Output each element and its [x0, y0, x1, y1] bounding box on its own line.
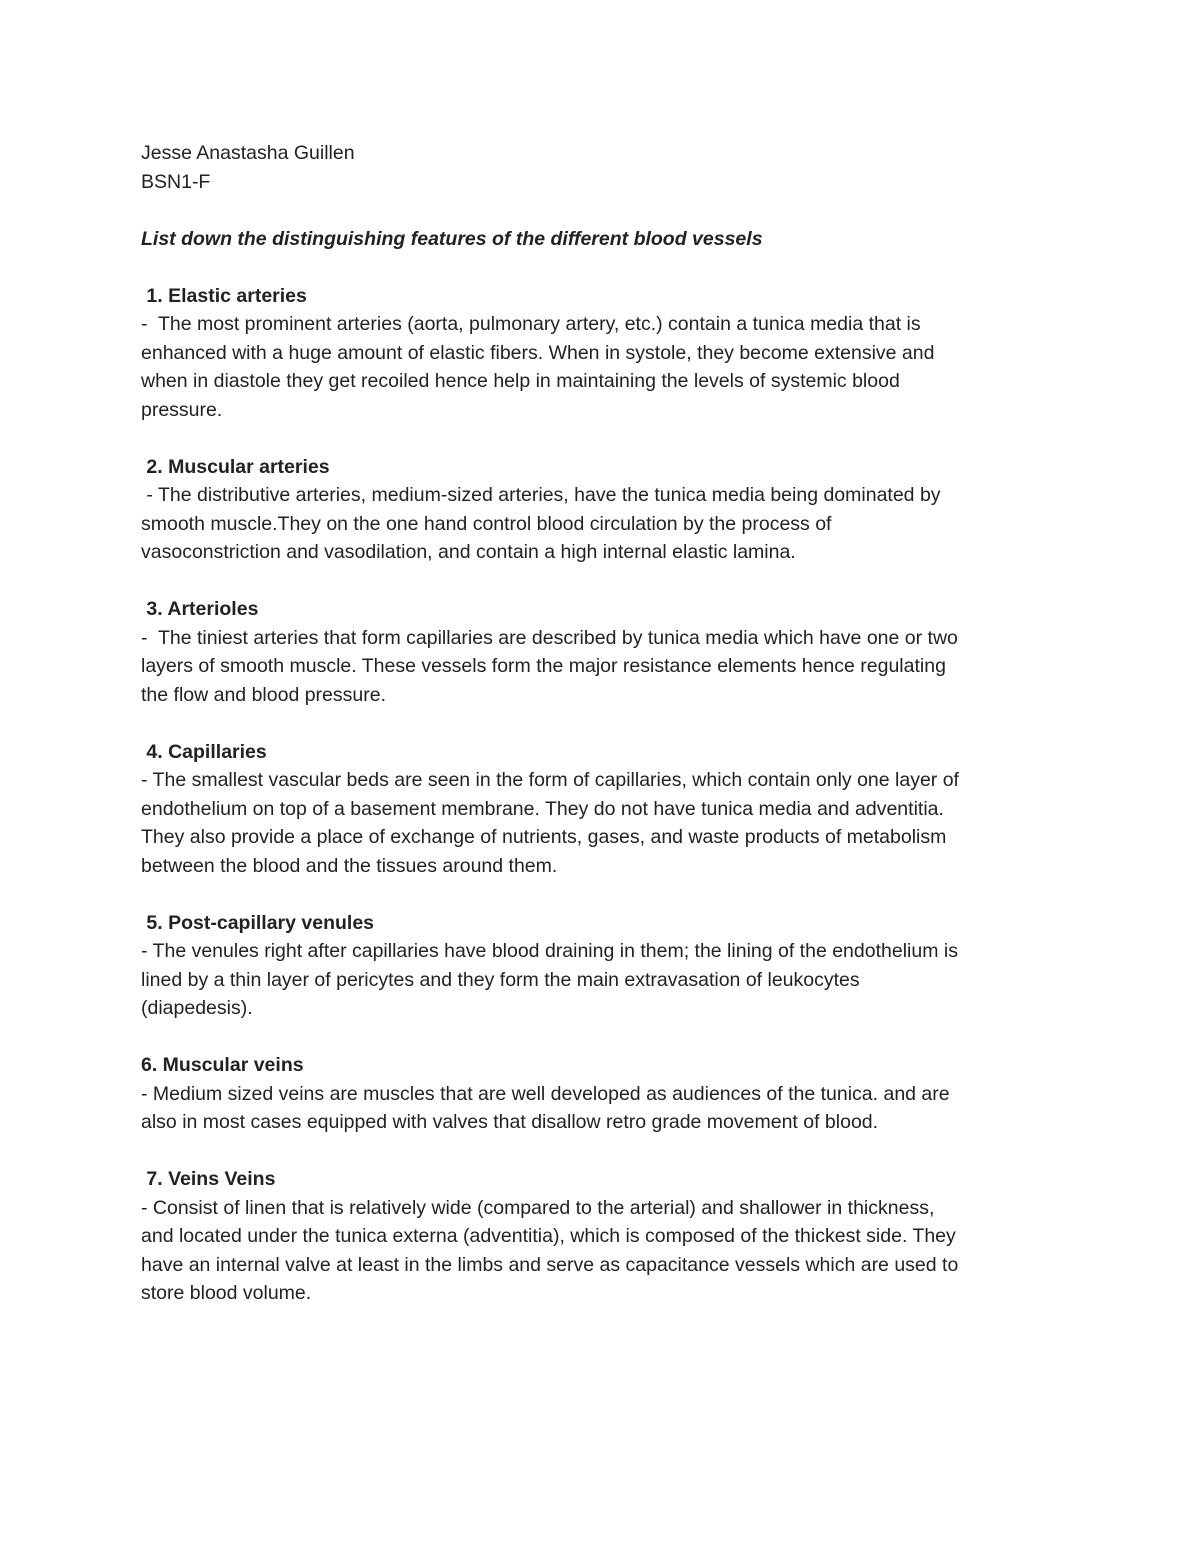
vessel-heading: 7. Veins Veins — [141, 1168, 276, 1190]
spacer — [141, 253, 1061, 282]
vessel-description-line: and located under the tunica externa (adventitia), which is composed of the thickest side. They — [141, 1225, 956, 1247]
vessel-description-line: endothelium on top of a basement membrane. They do not have tunica media and adventitia. — [141, 797, 944, 820]
spacer — [141, 424, 1061, 453]
vessel-description-line: - The most prominent arteries (aorta, pulmonary artery, etc.) contain a tunica media that is — [141, 313, 921, 335]
vessel-description-line: lined by a thin layer of pericytes and they form the main extravasation of leukocytes — [141, 968, 860, 991]
vessel-section — [141, 738, 1061, 909]
vessel-section — [141, 595, 1061, 738]
spacer — [141, 567, 1061, 596]
vessel-description-line: - The smallest vascular beds are seen in the form of capillaries, which contain only one layer of — [141, 769, 959, 791]
vessel-description-line: pressure. — [141, 398, 223, 421]
vessel-section — [141, 453, 1061, 596]
author-name: Jesse Anastasha Guillen — [141, 142, 355, 164]
vessel-section — [141, 909, 1061, 1052]
vessel-description-line: when in diastole they get recoiled hence help in maintaining the levels of systemic blood — [141, 370, 900, 392]
class-section: BSN1-F — [141, 170, 211, 193]
vessel-description-line: have an internal valve at least in the limbs and serve as capacitance vessels which are used to — [141, 1253, 959, 1276]
assignment-title: List down the distinguishing features of the different blood vessels — [141, 227, 763, 250]
vessel-section — [141, 1051, 1061, 1165]
vessel-description-line: (diapedesis). — [141, 997, 253, 1019]
vessel-description-line: between the blood and the tissues around them. — [141, 854, 558, 877]
vessel-description-line: smooth muscle.They on the one hand control blood circulation by the process of — [141, 512, 832, 535]
vessel-heading: 3. Arterioles — [141, 598, 259, 620]
vessel-section — [141, 282, 1061, 453]
vessel-heading: 4. Capillaries — [141, 740, 267, 763]
spacer — [141, 1137, 1061, 1166]
vessel-description-line: - The tiniest arteries that form capillaries are described by tunica media which have one or two — [141, 626, 958, 649]
vessel-description-line: vasoconstriction and vasodilation, and contain a high internal elastic lamina. — [141, 541, 796, 563]
vessel-description-line: - Consist of linen that is relatively wide (compared to the arterial) and shallower in thickness, — [141, 1196, 935, 1219]
vessel-heading: 1. Elastic arteries — [141, 284, 307, 307]
vessel-list — [141, 282, 1061, 1308]
vessel-description-line: the flow and blood pressure. — [141, 683, 386, 706]
vessel-section — [141, 1165, 1061, 1308]
vessel-heading: 2. Muscular arteries — [141, 455, 330, 478]
vessel-description-line: - Medium sized veins are muscles that are well developed as audiences of the tunica. and are — [141, 1082, 950, 1105]
vessel-description-line: They also provide a place of exchange of nutrients, gases, and waste products of metabolism — [141, 826, 947, 848]
spacer — [141, 709, 1061, 738]
vessel-description-line: layers of smooth muscle. These vessels form the major resistance elements hence regulating — [141, 655, 946, 677]
vessel-description-line: - The venules right after capillaries have blood draining in them; the lining of the endothelium is — [141, 940, 958, 962]
spacer — [141, 1023, 1061, 1052]
vessel-description-line: store blood volume. — [141, 1282, 312, 1304]
vessel-description-line: - The distributive arteries, medium-sized arteries, have the tunica media being dominated by — [141, 484, 941, 506]
document-page — [141, 139, 1061, 1308]
spacer — [141, 880, 1061, 909]
vessel-description-line: enhanced with a huge amount of elastic fibers. When in systole, they become extensive and — [141, 341, 935, 364]
vessel-description-line: also in most cases equipped with valves that disallow retro grade movement of blood. — [141, 1111, 879, 1133]
vessel-heading: 5. Post-capillary venules — [141, 911, 375, 934]
vessel-heading: 6. Muscular veins — [141, 1054, 304, 1076]
spacer — [141, 196, 1061, 225]
